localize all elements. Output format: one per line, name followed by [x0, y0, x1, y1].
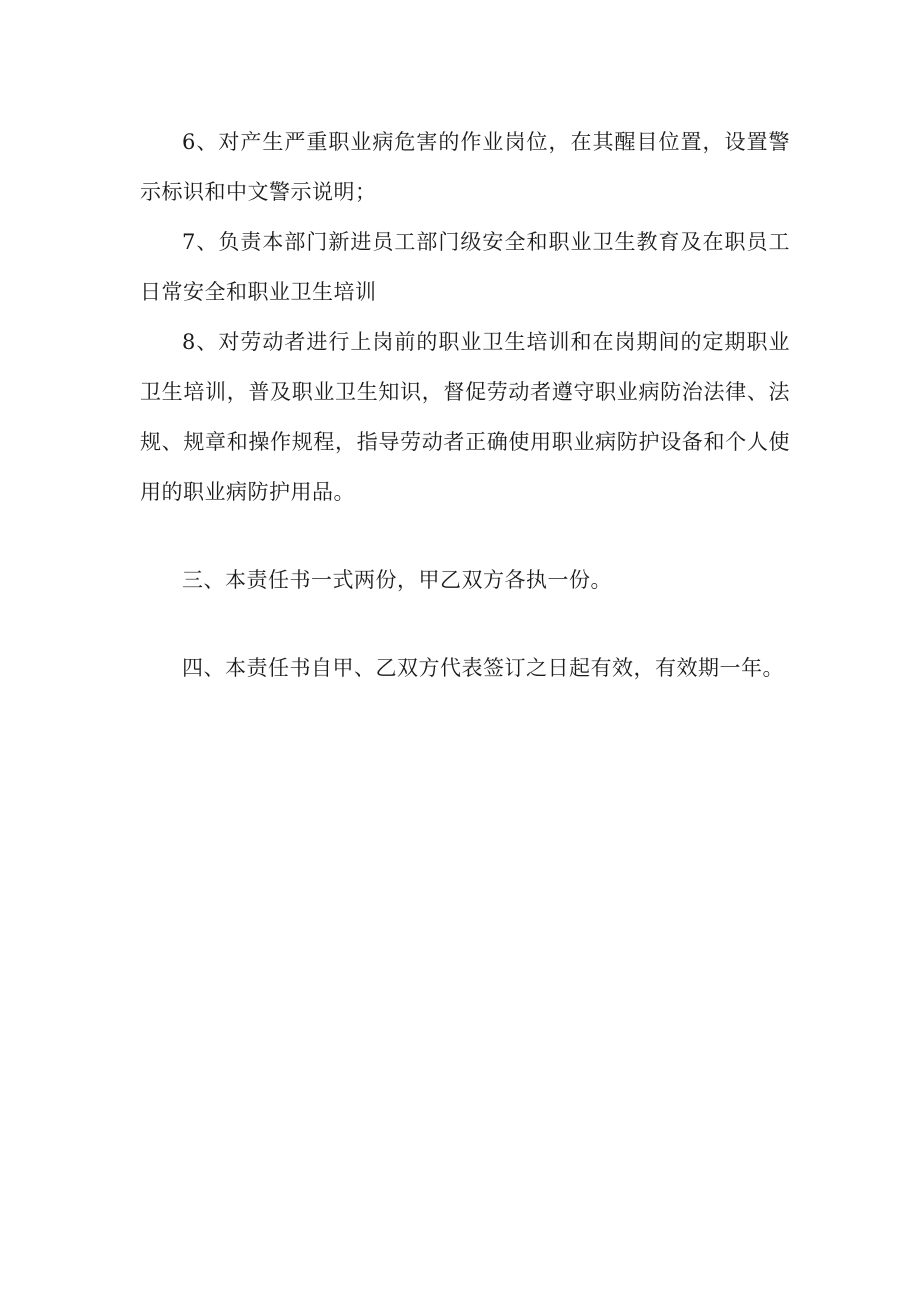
paragraph-section-4: 四、本责任书自甲、乙双方代表签订之日起有效，有效期一年。	[182, 656, 784, 680]
paragraph-item-8: 8、对劳动者进行上岗前的职业卫生培训和在岗期间的定期职业卫生培训，普及职业卫生知识，督促劳动者遵守职业病防治法律、法规、规章和操作规程，指导劳动者正确使用职业病防护设备和个人使用的职业病防护用品。	[140, 330, 790, 504]
paragraph-item-6: 6、对产生严重职业病危害的作业岗位，在其醒目位置，设置警示标识和中文警示说明；	[140, 130, 790, 204]
paragraph-item-7: 7、负责本部门新进员工部门级安全和职业卫生教育及在职员工日常安全和职业卫生培训	[140, 230, 790, 304]
paragraph-section-3: 三、本责任书一式两份，甲乙双方各执一份。	[182, 568, 612, 592]
document-body	[140, 117, 790, 693]
